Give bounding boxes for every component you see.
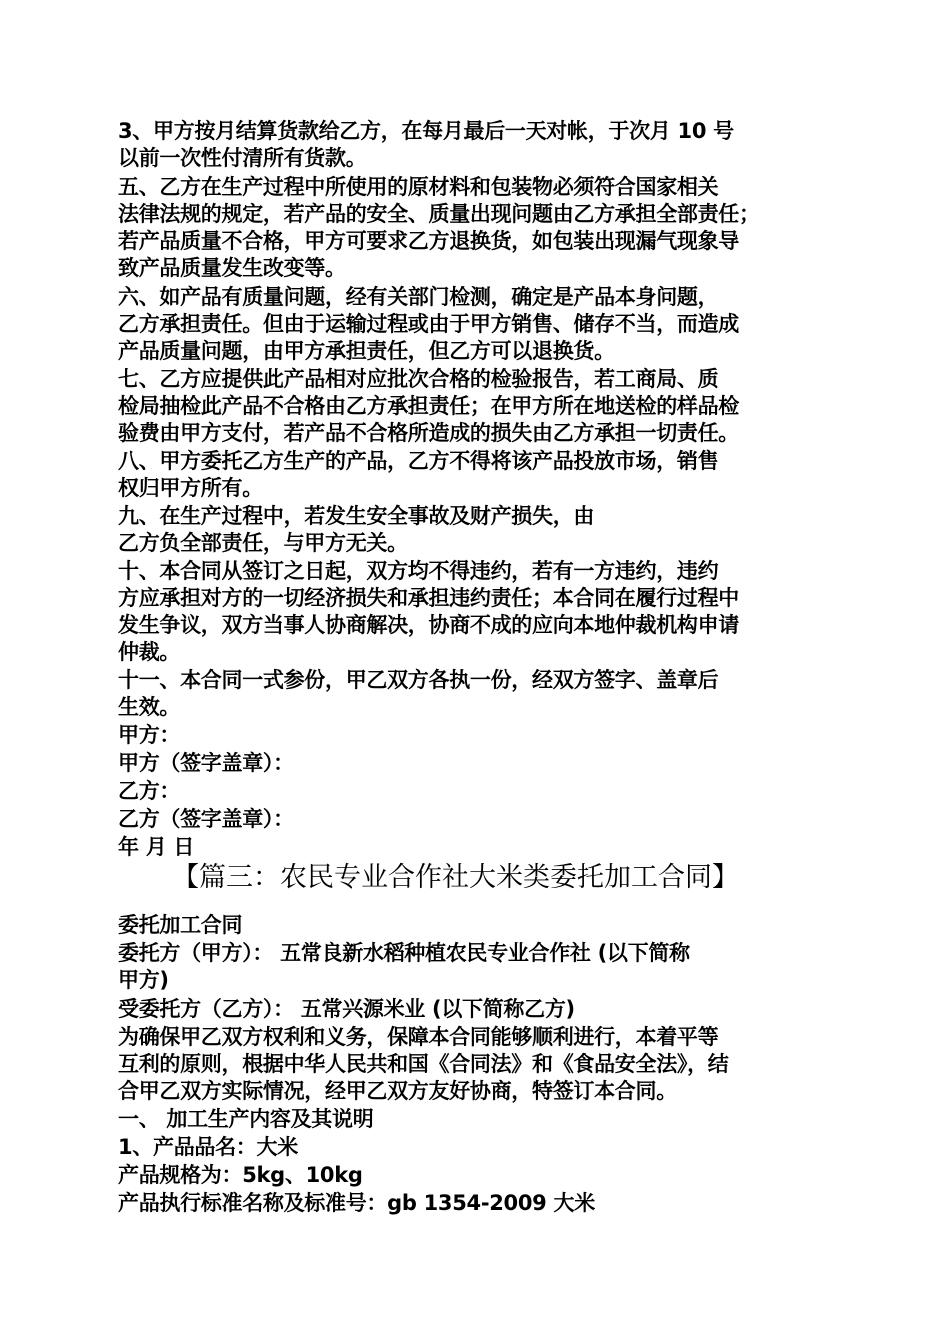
text-line: 乙方负全部责任，与甲方无关。	[118, 531, 408, 555]
text-line: 乙方承担责任。但由于运输过程或由于甲方销售、储存不当，而造成	[118, 312, 739, 336]
text-line: 为确保甲乙双方权利和义务，保障本合同能够顺利进行，本着平等	[118, 1025, 719, 1049]
signature-label: 乙方（签字盖章）：	[118, 807, 294, 831]
date-label: 年 月 日	[118, 835, 195, 859]
text-line: 八、甲方委托乙方生产的产品，乙方不得将该产品投放市场，销售	[118, 449, 719, 473]
text-line: 互利的原则，根据中华人民共和国《合同法》和《食品安全法》，结	[118, 1052, 729, 1076]
text-line: 产品质量问题，由甲方承担责任，但乙方可以退换货。	[118, 339, 615, 363]
signature-label: 甲方（签字盖章）：	[118, 751, 294, 775]
text-line: 七、乙方应提供此产品相对应批次合格的检验报告，若工商局、质	[118, 367, 719, 391]
text-line: 仲裁。	[118, 640, 181, 664]
text-line: 甲方)	[118, 968, 169, 992]
text-line: 委托方（甲方）： 五常良新水稻种植农民专业合作社 (以下简称	[118, 941, 690, 965]
text-line: 发生争议，双方当事人协商解决，协商不成的应向本地仲裁机构申请	[118, 613, 739, 637]
text-line: 验费由甲方支付，若产品不合格所造成的损失由乙方承担一切责任。	[118, 421, 739, 445]
text-line: 若产品质量不合格，甲方可要求乙方退换货，如包装出现漏气现象导	[118, 229, 739, 253]
text-line: 受委托方（乙方）： 五常兴源米业 (以下简称乙方)	[118, 997, 575, 1021]
text-line: 产品规格为：5kg、10kg	[118, 1163, 363, 1187]
text-line: 合甲乙双方实际情况，经甲乙双方友好协商，特签订本合同。	[118, 1079, 677, 1103]
signature-label: 乙方：	[118, 779, 181, 803]
section-heading: 一、 加工生产内容及其说明	[118, 1107, 374, 1131]
text-line: 十一、本合同一式参份，甲乙双方各执一份，经双方签字、盖章后	[118, 668, 719, 692]
text-line: 九、在生产过程中，若发生安全事故及财产损失，由	[118, 504, 595, 528]
text-line: 产品执行标准名称及标准号：gb 1354-2009 大米	[118, 1191, 595, 1215]
signature-label: 甲方：	[118, 723, 181, 747]
text-line: 方应承担对方的一切经济损失和承担违约责任；本合同在履行过程中	[118, 586, 739, 610]
text-line: 检局抽检此产品不合格由乙方承担责任；在甲方所在地送检的样品检	[118, 394, 739, 418]
text-line: 1、产品品名：大米	[118, 1135, 298, 1159]
section-title: 【篇三：农民专业合作社大米类委托加工合同】	[172, 862, 739, 893]
text-line: 3、甲方按月结算货款给乙方，在每月最后一天对帐，于次月 10 号	[118, 119, 734, 143]
text-line: 十、本合同从签订之日起，双方均不得违约，若有一方违约，违约	[118, 559, 719, 583]
text-line: 生效。	[118, 695, 181, 719]
text-line: 以前一次性付清所有货款。	[118, 146, 367, 170]
text-line: 法律法规的规定，若产品的安全、质量出现问题由乙方承担全部责任；	[118, 202, 760, 226]
text-line: 致产品质量发生改变等。	[118, 256, 346, 280]
text-line: 权归甲方所有。	[118, 476, 263, 500]
text-line: 六、如产品有质量问题，经有关部门检测，确定是产品本身问题，	[118, 285, 719, 309]
text-line: 五、乙方在生产过程中所使用的原材料和包装物必须符合国家相关	[118, 175, 719, 199]
contract-title: 委托加工合同	[118, 913, 243, 937]
